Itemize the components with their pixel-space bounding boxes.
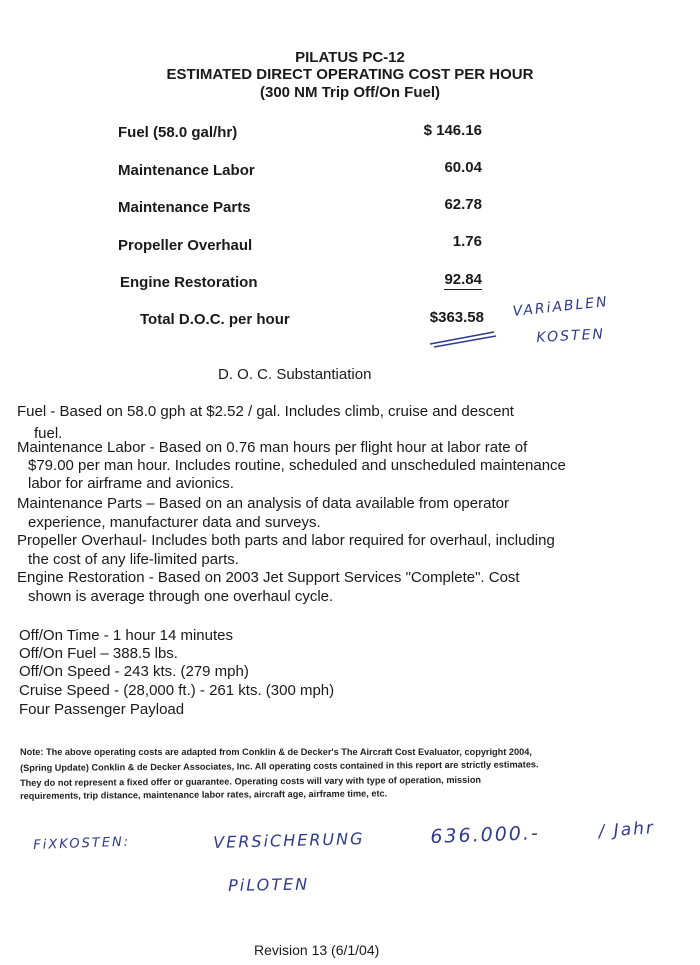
handwritten-pilots: PiLOTEN <box>228 874 310 895</box>
handwritten-insurance: VERSiCHERUNG <box>213 829 365 852</box>
spec-offon-fuel: Off/On Fuel – 388.5 lbs. <box>19 645 178 662</box>
handwritten-variable-1: VARiABLEN <box>512 293 610 320</box>
subst-fuel-line1: Fuel - Based on 58.0 gph at $2.52 / gal. Includes climb, cruise and descent <box>17 403 514 420</box>
subst-propeller-line1: Propeller Overhaul- Includes both parts and labor required for overhaul, including <box>17 532 555 549</box>
subst-fuel-line2: fuel. <box>34 425 63 442</box>
subst-parts-line2: experience, manufacturer data and surveys. <box>28 514 321 531</box>
note-line1: Note: The above operating costs are adapted from Conklin & de Decker's The Aircraft Cost Evaluator, copyright 2004, <box>20 747 532 757</box>
note-line3: They do not represent a fixed offer or guarantee. Operating costs will vary with type of operation, mission <box>20 774 482 788</box>
cost-value-maintenance-parts: 62.78 <box>444 196 482 213</box>
cost-label-engine-restoration: Engine Restoration <box>120 274 258 291</box>
substantiation-title: D. O. C. Substantiation <box>218 366 372 383</box>
revision-footer: Revision 13 (6/1/04) <box>254 942 380 958</box>
note-line4: requirements, trip distance, maintenance labor rates, aircraft age, airframe time, etc. <box>20 788 388 801</box>
title-aircraft: PILATUS PC-12 <box>295 49 405 66</box>
cost-label-fuel: Fuel (58.0 gal/hr) <box>118 124 238 141</box>
total-label: Total D.O.C. per hour <box>140 311 290 328</box>
subst-labor-line1: Maintenance Labor - Based on 0.76 man hours per flight hour at labor rate of <box>17 439 528 456</box>
handwritten-fixed-costs: FiXKOSTEN: <box>33 834 131 853</box>
subst-parts-line1: Maintenance Parts – Based on an analysis of data available from operator <box>17 495 509 512</box>
cost-value-fuel: $ 146.16 <box>423 122 482 139</box>
cost-value-propeller-overhaul: 1.76 <box>452 233 482 250</box>
subst-engine-line2: shown is average through one overhaul cycle. <box>28 588 334 605</box>
title-sub: (300 NM Trip Off/On Fuel) <box>259 84 440 101</box>
spec-cruise-speed: Cruise Speed - (28,000 ft.) - 261 kts. (300 mph) <box>19 682 335 699</box>
total-value: $363.58 <box>429 309 484 326</box>
cost-value-maintenance-labor: 60.04 <box>444 159 482 176</box>
spec-payload: Four Passenger Payload <box>19 701 185 718</box>
subst-propeller-line2: the cost of any life-limited parts. <box>28 551 239 568</box>
subst-labor-line3: labor for airframe and avionics. <box>28 475 234 492</box>
spec-offon-time: Off/On Time - 1 hour 14 minutes <box>19 627 233 644</box>
handwritten-variable-2: KOSTEN <box>536 326 606 346</box>
cost-value-engine-restoration-wrap <box>362 271 482 289</box>
handwritten-amount: 636.000.- <box>430 822 541 848</box>
subst-labor-line2: $79.00 per man hour. Includes routine, scheduled and unscheduled maintenance <box>28 457 566 474</box>
cost-value-engine-restoration: 92.84 <box>444 271 482 288</box>
cost-label-propeller-overhaul: Propeller Overhaul <box>118 237 253 254</box>
note-line2: (Spring Update) Conklin & de Decker Associates, Inc. All operating costs contained in this report are strictly estimates. <box>20 759 539 773</box>
handwritten-double-stroke <box>428 326 498 348</box>
title-main: ESTIMATED DIRECT OPERATING COST PER HOUR <box>166 66 534 83</box>
spec-offon-speed: Off/On Speed - 243 kts. (279 mph) <box>19 663 249 680</box>
handwritten-per-year: / Jahr <box>598 818 656 842</box>
cost-label-maintenance-parts: Maintenance Parts <box>118 199 251 216</box>
cost-label-maintenance-labor: Maintenance Labor <box>118 162 255 179</box>
subst-engine-line1: Engine Restoration - Based on 2003 Jet Support Services "Complete". Cost <box>17 569 520 586</box>
